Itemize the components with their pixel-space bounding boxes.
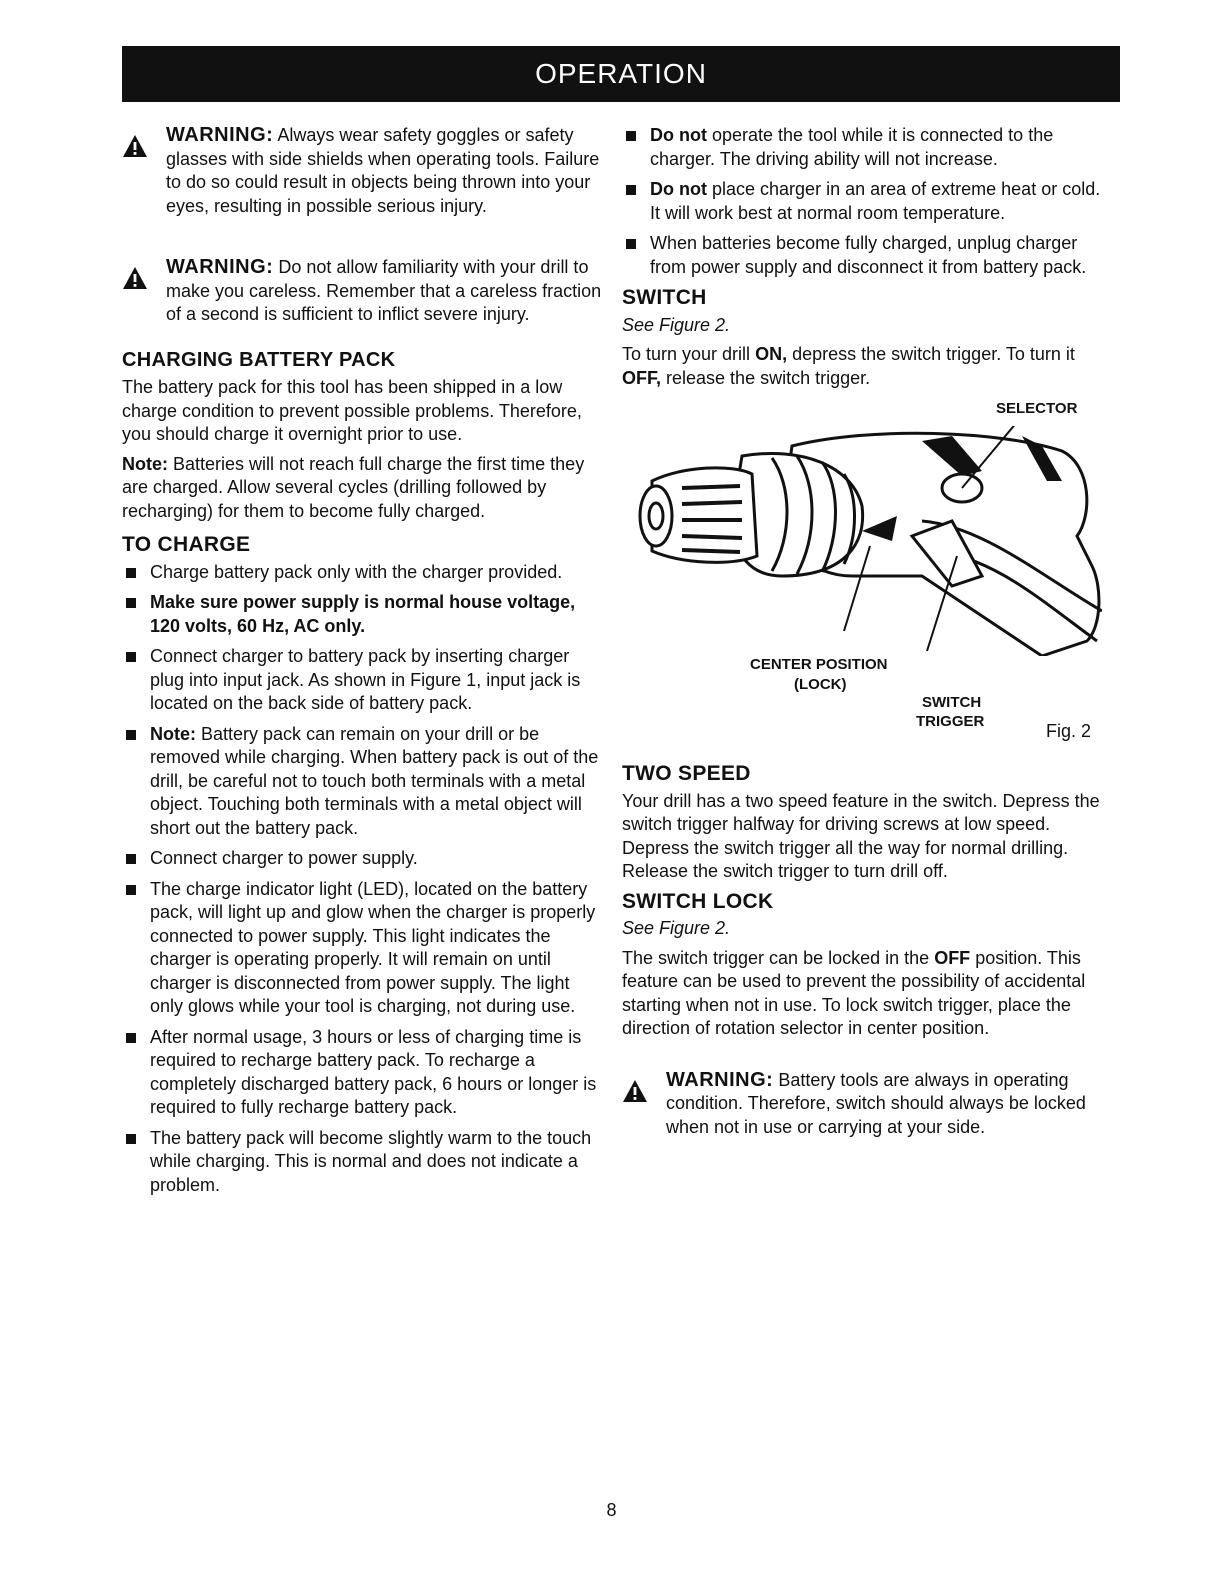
- body-text: To turn your drill: [622, 344, 751, 364]
- warning-familiarity: [122, 256, 602, 327]
- charger-bullets: [622, 124, 1102, 279]
- list-item-text: Make sure power supply is normal house voltage, 120 volts, 60 Hz, AC only.: [150, 592, 576, 636]
- center-position-label: CENTER POSITION: [750, 656, 888, 673]
- note-label: Note:: [150, 723, 196, 744]
- list-item: [122, 561, 602, 585]
- warning-triangle-icon: [122, 266, 148, 290]
- warning-label: WARNING:: [166, 256, 274, 278]
- list-item-text: Battery pack can remain on your drill or be removed while charging. When battery pack is out of the drill, be careful not to touch both terminals with a metal object. Touching both terminals with a metal object will short out the battery pack.: [150, 723, 599, 838]
- figure-2-drill: [622, 396, 1102, 756]
- warning-battery-tools: [622, 1069, 1102, 1140]
- list-item-text: After normal usage, 3 hours or less of charging time is required to recharge battery pack. To recharge a completely discharged battery pack, 6 hours or longer is required to fully recharge battery pack.: [150, 1026, 597, 1117]
- emphasis-text: ON,: [755, 344, 788, 364]
- body-text: release the switch trigger.: [666, 367, 871, 388]
- page-number: 8: [606, 1500, 617, 1520]
- warning-triangle-icon: [622, 1079, 648, 1103]
- warning-triangle-icon: [122, 134, 148, 158]
- list-item: [622, 124, 1102, 171]
- charging-paragraph: The battery pack for this tool has been shipped in a low charge condition to prevent possible problems. Therefore, you should charge it overnight prior to use.: [122, 377, 582, 444]
- list-item: [122, 723, 602, 841]
- list-item: [622, 178, 1102, 225]
- list-item-text: place charger in an area of extreme heat or cold. It will work best at normal room temperature.: [650, 179, 1101, 223]
- section-banner: [122, 46, 1120, 102]
- warning-text: Always wear safety goggles or safety glasses with side shields when operating tools. Failure to do so could result in objects being thrown into your eyes, resulting in possible serious injury.: [166, 125, 600, 216]
- list-item-text: Charge battery pack only with the charger provided.: [150, 561, 563, 582]
- trigger-label: TRIGGER: [916, 713, 985, 730]
- warning-text: Battery tools are always in operating condition. Therefore, switch should always be locked when not in use or carrying at your side.: [666, 1069, 1086, 1137]
- list-item: [122, 591, 602, 638]
- body-text: position. This feature can be used to prevent the possibility of accidental starting when not in use. To lock switch trigger, place the direction of rotation selector in center position.: [622, 947, 1086, 1038]
- list-item: [122, 878, 602, 1019]
- emphasis-text: Do not: [650, 179, 707, 199]
- warning-text: Do not allow familiarity with your drill to make you careless. Remember that a careless fraction of a second is sufficient to inflict severe injury.: [166, 257, 602, 324]
- warning-goggles: [122, 124, 602, 218]
- lock-label: (LOCK): [794, 676, 847, 693]
- switch-lock-heading: SWITCH LOCK: [622, 889, 774, 913]
- emphasis-text: Do not: [650, 125, 707, 145]
- right-column: [622, 124, 1102, 1139]
- figure-reference: See Figure 2.: [622, 918, 731, 938]
- emphasis-text: OFF,: [622, 367, 661, 388]
- list-item-text: operate the tool while it is connected to the charger. The driving ability will not increase.: [650, 125, 1054, 169]
- list-item: [122, 847, 602, 871]
- switch-heading: SWITCH: [622, 286, 707, 309]
- figure-reference: See Figure 2.: [622, 314, 731, 335]
- list-item-text: When batteries become fully charged, unplug charger from power supply and disconnect it from battery pack.: [650, 233, 1087, 277]
- warning-label: WARNING:: [666, 1068, 774, 1091]
- list-item: [122, 645, 602, 716]
- list-item: [122, 1026, 602, 1120]
- warning-label: WARNING:: [166, 124, 274, 146]
- body-text: The switch trigger can be locked in the: [622, 947, 930, 968]
- to-charge-heading: TO CHARGE: [122, 533, 251, 556]
- note-label: Note:: [122, 453, 168, 474]
- left-column: [122, 124, 602, 1204]
- two-speed-heading: TWO SPEED: [622, 762, 751, 785]
- selector-label: SELECTOR: [996, 400, 1078, 417]
- emphasis-text: OFF: [934, 947, 971, 968]
- figure-number: Fig. 2: [1046, 721, 1092, 741]
- list-item: [122, 1127, 602, 1198]
- list-item: [622, 232, 1102, 279]
- section-title: OPERATION: [535, 58, 707, 89]
- switch-trigger-label: SWITCH: [922, 694, 982, 711]
- list-item-text: The battery pack will become slightly warm to the touch while charging. This is normal and does not indicate a problem.: [150, 1127, 592, 1195]
- two-speed-paragraph: Your drill has a two speed feature in the switch. Depress the switch trigger halfway for driving screws at low speed. Depress the switch trigger all the way for normal drilling. Release the switch trigger to turn drill off.: [622, 790, 1100, 881]
- list-item-text: Connect charger to battery pack by inserting charger plug into input jack. As shown in Figure 1, input jack is located on the back side of battery pack.: [150, 646, 581, 713]
- body-text: depress the switch trigger. To turn it: [792, 344, 1075, 364]
- charging-heading: CHARGING BATTERY PACK: [122, 348, 396, 371]
- note-text: Batteries will not reach full charge the first time they are charged. Allow several cycles (drilling followed by recharging) for them to become fully charged.: [122, 453, 585, 521]
- list-item-text: Connect charger to power supply.: [150, 848, 418, 868]
- list-item-text: The charge indicator light (LED), located on the battery pack, will light up and glow when the charger is properly connected to power supply. This light indicates the charger is operating properly. It will remain on until charger is disconnected from power supply. The light only glows while your tool is charging, not during use.: [150, 878, 596, 1016]
- drill-illustration: [622, 426, 1102, 656]
- switch-lock-paragraph: [622, 947, 1102, 1041]
- charging-note: [122, 453, 602, 524]
- switch-paragraph: [622, 343, 1102, 390]
- to-charge-list: [122, 561, 602, 1198]
